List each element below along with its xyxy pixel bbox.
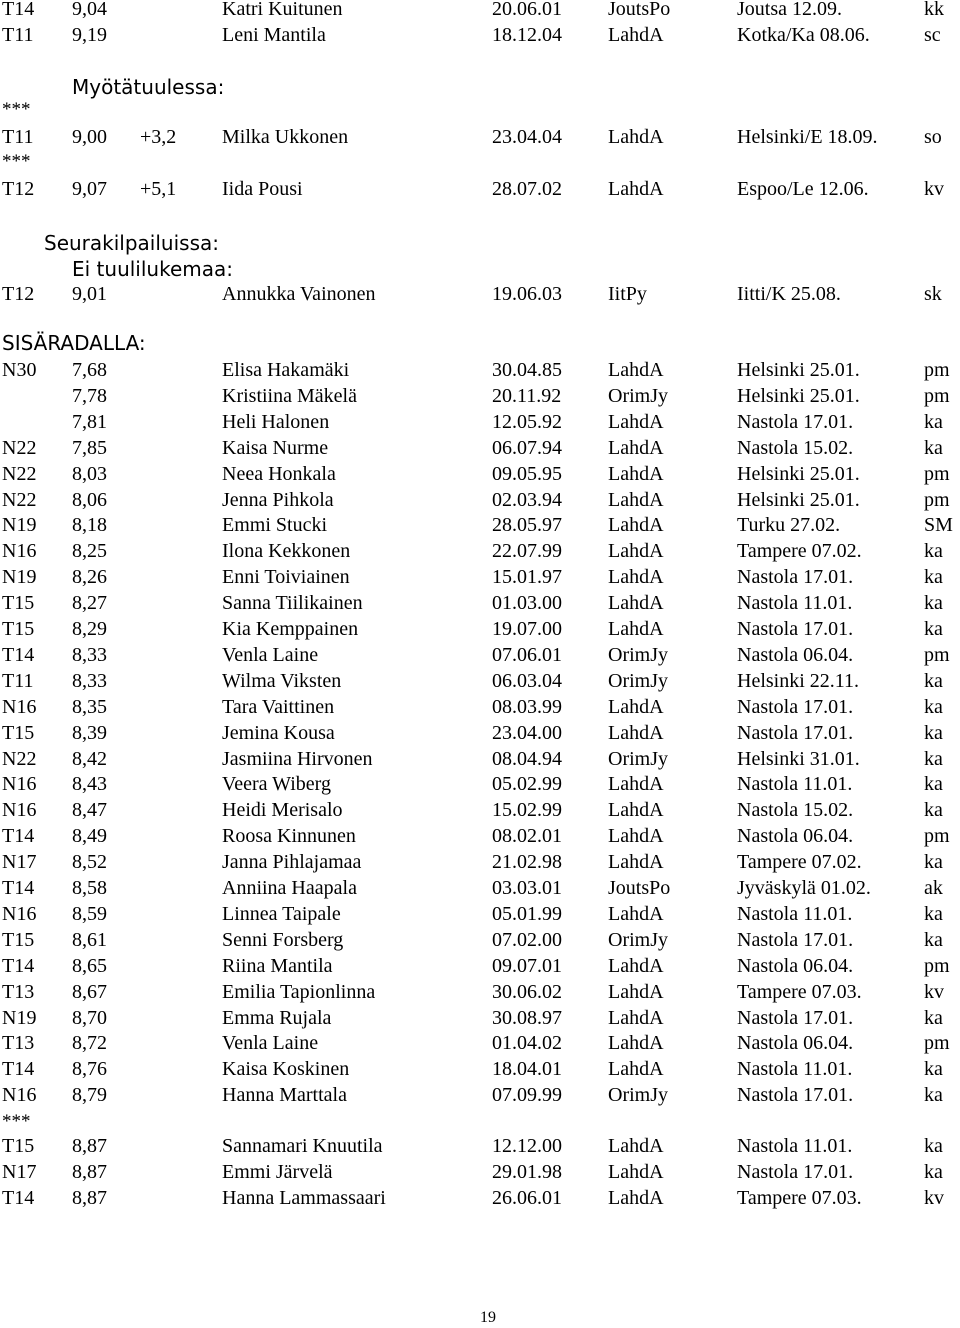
birthdate-cell: 05.01.99: [492, 903, 562, 925]
section-heading-indoor: SISÄRADALLA:: [2, 331, 146, 355]
venue-date-cell: Nastola 17.01.: [737, 618, 854, 640]
birthdate-cell: 09.05.95: [492, 463, 562, 485]
event-code-cell: kv: [924, 981, 944, 1003]
venue-date-cell: Joutsa 12.09.: [737, 0, 842, 20]
result-cell: 9,07: [72, 178, 107, 200]
birthdate-cell: 07.06.01: [492, 644, 562, 666]
athlete-name: Katri Kuitunen: [222, 0, 343, 20]
event-code-cell: sc: [924, 24, 941, 46]
athlete-name: Wilma Viksten: [222, 670, 342, 692]
athlete-name: Anniina Haapala: [222, 877, 357, 899]
athlete-name: Emilia Tapionlinna: [222, 981, 376, 1003]
class-cell: N16: [2, 799, 37, 821]
result-cell: 8,43: [72, 773, 107, 795]
athlete-name: Ilona Kekkonen: [222, 540, 351, 562]
venue-date-cell: Kotka/Ka 08.06.: [737, 24, 870, 46]
venue-date-cell: Nastola 11.01.: [737, 592, 853, 614]
birthdate-cell: 30.08.97: [492, 1007, 562, 1029]
venue-date-cell: Helsinki 25.01.: [737, 489, 860, 511]
club-cell: LahdA: [608, 1135, 664, 1157]
class-cell: T12: [2, 283, 35, 305]
result-cell: 8,18: [72, 514, 107, 536]
venue-date-cell: Nastola 17.01.: [737, 696, 854, 718]
event-code-cell: ka: [924, 670, 943, 692]
athlete-name: Elisa Hakamäki: [222, 359, 350, 381]
result-cell: 8,29: [72, 618, 107, 640]
club-cell: LahdA: [608, 696, 664, 718]
class-cell: N16: [2, 903, 37, 925]
separator-stars: ***: [2, 151, 31, 172]
class-cell: T11: [2, 126, 34, 148]
class-cell: T15: [2, 1135, 35, 1157]
venue-date-cell: Nastola 17.01.: [737, 566, 854, 588]
event-code-cell: sk: [924, 283, 942, 305]
athlete-name: Leni Mantila: [222, 24, 326, 46]
event-code-cell: ak: [924, 877, 943, 899]
event-code-cell: ka: [924, 540, 943, 562]
event-code-cell: ka: [924, 1135, 943, 1157]
birthdate-cell: 26.06.01: [492, 1187, 562, 1209]
club-cell: LahdA: [608, 981, 664, 1003]
event-code-cell: ka: [924, 929, 943, 951]
birthdate-cell: 18.04.01: [492, 1058, 562, 1080]
class-cell: N19: [2, 514, 37, 536]
birthdate-cell: 09.07.01: [492, 955, 562, 977]
result-cell: 9,19: [72, 24, 107, 46]
athlete-name: Iida Pousi: [222, 178, 303, 200]
venue-date-cell: Nastola 15.02.: [737, 437, 854, 459]
event-code-cell: ka: [924, 696, 943, 718]
birthdate-cell: 08.04.94: [492, 748, 562, 770]
result-cell: 8,87: [72, 1161, 107, 1183]
venue-date-cell: Tampere 07.02.: [737, 540, 862, 562]
athlete-name: Heidi Merisalo: [222, 799, 343, 821]
athlete-name: Kia Kemppainen: [222, 618, 359, 640]
birthdate-cell: 23.04.04: [492, 126, 562, 148]
result-cell: 8,79: [72, 1084, 107, 1106]
venue-date-cell: Nastola 06.04.: [737, 825, 854, 847]
club-cell: OrimJy: [608, 1084, 668, 1106]
birthdate-cell: 07.09.99: [492, 1084, 562, 1106]
athlete-name: Emma Rujala: [222, 1007, 332, 1029]
class-cell: T13: [2, 1032, 35, 1054]
result-cell: 8,87: [72, 1187, 107, 1209]
birthdate-cell: 21.02.98: [492, 851, 562, 873]
event-code-cell: kv: [924, 1187, 944, 1209]
result-cell: 9,00: [72, 126, 107, 148]
club-cell: LahdA: [608, 592, 664, 614]
birthdate-cell: 19.07.00: [492, 618, 562, 640]
class-cell: T15: [2, 929, 35, 951]
class-cell: N30: [2, 359, 37, 381]
athlete-name: Linnea Taipale: [222, 903, 341, 925]
athlete-name: Neea Honkala: [222, 463, 336, 485]
club-cell: LahdA: [608, 24, 664, 46]
event-code-cell: ka: [924, 851, 943, 873]
venue-date-cell: Nastola 06.04.: [737, 955, 854, 977]
club-cell: LahdA: [608, 851, 664, 873]
class-cell: T14: [2, 1187, 35, 1209]
class-cell: T14: [2, 0, 35, 20]
birthdate-cell: 01.03.00: [492, 592, 562, 614]
club-cell: OrimJy: [608, 644, 668, 666]
event-code-cell: kk: [924, 0, 944, 20]
result-cell: 8,59: [72, 903, 107, 925]
birthdate-cell: 18.12.04: [492, 24, 562, 46]
club-cell: OrimJy: [608, 748, 668, 770]
venue-date-cell: Nastola 06.04.: [737, 1032, 854, 1054]
club-cell: OrimJy: [608, 385, 668, 407]
venue-date-cell: Nastola 11.01.: [737, 773, 853, 795]
birthdate-cell: 20.11.92: [492, 385, 562, 407]
class-cell: T11: [2, 670, 34, 692]
venue-date-cell: Nastola 17.01.: [737, 1161, 854, 1183]
result-cell: 8,33: [72, 644, 107, 666]
birthdate-cell: 08.03.99: [492, 696, 562, 718]
athlete-name: Annukka Vainonen: [222, 283, 376, 305]
club-cell: LahdA: [608, 463, 664, 485]
result-cell: 8,67: [72, 981, 107, 1003]
athlete-name: Heli Halonen: [222, 411, 330, 433]
event-code-cell: ka: [924, 566, 943, 588]
event-code-cell: ka: [924, 748, 943, 770]
venue-date-cell: Tampere 07.02.: [737, 851, 862, 873]
club-cell: LahdA: [608, 1007, 664, 1029]
club-cell: LahdA: [608, 411, 664, 433]
athlete-name: Hanna Lammassaari: [222, 1187, 386, 1209]
club-cell: LahdA: [608, 489, 664, 511]
result-cell: 8,52: [72, 851, 107, 873]
birthdate-cell: 30.04.85: [492, 359, 562, 381]
athlete-name: Venla Laine: [222, 1032, 319, 1054]
athlete-name: Milka Ukkonen: [222, 126, 349, 148]
event-code-cell: pm: [924, 489, 950, 511]
athlete-name: Enni Toiviainen: [222, 566, 350, 588]
athlete-name: Kaisa Nurme: [222, 437, 329, 459]
birthdate-cell: 06.03.04: [492, 670, 562, 692]
venue-date-cell: Tampere 07.03.: [737, 981, 862, 1003]
class-cell: N22: [2, 437, 37, 459]
result-cell: 9,04: [72, 0, 107, 20]
athlete-name: Emmi Stucki: [222, 514, 327, 536]
section-heading-tailwind: Myötätuulessa:: [72, 75, 225, 99]
event-code-cell: pm: [924, 359, 950, 381]
class-cell: N16: [2, 1084, 37, 1106]
athlete-name: Janna Pihlajamaa: [222, 851, 362, 873]
athlete-name: Sannamari Knuutila: [222, 1135, 383, 1157]
class-cell: T15: [2, 592, 35, 614]
athlete-name: Venla Laine: [222, 644, 319, 666]
club-cell: OrimJy: [608, 670, 668, 692]
result-cell: 7,85: [72, 437, 107, 459]
subheading-no-wind: Ei tuulilukemaa:: [72, 257, 233, 281]
result-cell: 8,72: [72, 1032, 107, 1054]
club-cell: LahdA: [608, 903, 664, 925]
birthdate-cell: 20.06.01: [492, 0, 562, 20]
birthdate-cell: 02.03.94: [492, 489, 562, 511]
birthdate-cell: 15.01.97: [492, 566, 562, 588]
club-cell: LahdA: [608, 1032, 664, 1054]
venue-date-cell: Helsinki 31.01.: [737, 748, 860, 770]
event-code-cell: ka: [924, 1084, 943, 1106]
event-code-cell: SM: [924, 514, 953, 536]
venue-date-cell: Turku 27.02.: [737, 514, 841, 536]
event-code-cell: pm: [924, 825, 950, 847]
athlete-name: Emmi Järvelä: [222, 1161, 333, 1183]
athlete-name: Riina Mantila: [222, 955, 333, 977]
club-cell: LahdA: [608, 618, 664, 640]
venue-date-cell: Nastola 17.01.: [737, 1007, 854, 1029]
birthdate-cell: 29.01.98: [492, 1161, 562, 1183]
club-cell: LahdA: [608, 1058, 664, 1080]
birthdate-cell: 03.03.01: [492, 877, 562, 899]
athlete-name: Sanna Tiilikainen: [222, 592, 363, 614]
class-cell: T14: [2, 1058, 35, 1080]
result-cell: 8,39: [72, 722, 107, 744]
event-code-cell: ka: [924, 799, 943, 821]
result-cell: 8,47: [72, 799, 107, 821]
separator-stars: ***: [2, 1111, 31, 1132]
result-cell: 8,65: [72, 955, 107, 977]
club-cell: LahdA: [608, 437, 664, 459]
birthdate-cell: 22.07.99: [492, 540, 562, 562]
club-cell: LahdA: [608, 955, 664, 977]
event-code-cell: ka: [924, 437, 943, 459]
event-code-cell: ka: [924, 618, 943, 640]
event-code-cell: pm: [924, 1032, 950, 1054]
event-code-cell: pm: [924, 955, 950, 977]
event-code-cell: ka: [924, 722, 943, 744]
result-cell: 8,58: [72, 877, 107, 899]
result-cell: 8,26: [72, 566, 107, 588]
athlete-name: Kristiina Mäkelä: [222, 385, 357, 407]
event-code-cell: pm: [924, 385, 950, 407]
birthdate-cell: 06.07.94: [492, 437, 562, 459]
birthdate-cell: 07.02.00: [492, 929, 562, 951]
athlete-name: Jasmiina Hirvonen: [222, 748, 373, 770]
class-cell: T14: [2, 825, 35, 847]
birthdate-cell: 19.06.03: [492, 283, 562, 305]
event-code-cell: pm: [924, 644, 950, 666]
class-cell: N22: [2, 489, 37, 511]
class-cell: T14: [2, 955, 35, 977]
venue-date-cell: Nastola 17.01.: [737, 1084, 854, 1106]
event-code-cell: so: [924, 126, 942, 148]
athlete-name: Hanna Marttala: [222, 1084, 347, 1106]
class-cell: N16: [2, 773, 37, 795]
result-cell: 8,49: [72, 825, 107, 847]
class-cell: T11: [2, 24, 34, 46]
result-cell: 8,87: [72, 1135, 107, 1157]
athlete-name: Tara Vaittinen: [222, 696, 335, 718]
class-cell: N19: [2, 566, 37, 588]
result-cell: 8,27: [72, 592, 107, 614]
venue-date-cell: Espoo/Le 12.06.: [737, 178, 869, 200]
class-cell: T14: [2, 877, 35, 899]
birthdate-cell: 15.02.99: [492, 799, 562, 821]
birthdate-cell: 28.05.97: [492, 514, 562, 536]
result-cell: 8,06: [72, 489, 107, 511]
birthdate-cell: 12.12.00: [492, 1135, 562, 1157]
venue-date-cell: Nastola 17.01.: [737, 411, 854, 433]
venue-date-cell: Nastola 17.01.: [737, 722, 854, 744]
separator-stars: ***: [2, 99, 31, 120]
class-cell: N17: [2, 851, 37, 873]
result-cell: 8,03: [72, 463, 107, 485]
event-code-cell: ka: [924, 1058, 943, 1080]
venue-date-cell: Jyväskylä 01.02.: [737, 877, 871, 899]
wind-cell: +5,1: [140, 178, 177, 200]
venue-date-cell: Nastola 11.01.: [737, 903, 853, 925]
result-cell: 7,81: [72, 411, 107, 433]
birthdate-cell: 12.05.92: [492, 411, 562, 433]
birthdate-cell: 08.02.01: [492, 825, 562, 847]
club-cell: JoutsPo: [608, 877, 671, 899]
club-cell: LahdA: [608, 514, 664, 536]
class-cell: N17: [2, 1161, 37, 1183]
venue-date-cell: Helsinki 25.01.: [737, 359, 860, 381]
club-cell: LahdA: [608, 1187, 664, 1209]
venue-date-cell: Helsinki 22.11.: [737, 670, 860, 692]
birthdate-cell: 30.06.02: [492, 981, 562, 1003]
class-cell: T14: [2, 644, 35, 666]
athlete-name: Jenna Pihkola: [222, 489, 334, 511]
event-code-cell: ka: [924, 903, 943, 925]
result-cell: 7,68: [72, 359, 107, 381]
club-cell: LahdA: [608, 566, 664, 588]
athlete-name: Roosa Kinnunen: [222, 825, 356, 847]
result-cell: 8,33: [72, 670, 107, 692]
event-code-cell: ka: [924, 773, 943, 795]
result-cell: 8,42: [72, 748, 107, 770]
athlete-name: Kaisa Koskinen: [222, 1058, 350, 1080]
club-cell: JoutsPo: [608, 0, 671, 20]
class-cell: N16: [2, 540, 37, 562]
club-cell: LahdA: [608, 799, 664, 821]
venue-date-cell: Helsinki 25.01.: [737, 385, 860, 407]
result-cell: 8,61: [72, 929, 107, 951]
venue-date-cell: Nastola 17.01.: [737, 929, 854, 951]
club-cell: LahdA: [608, 773, 664, 795]
venue-date-cell: Helsinki/E 18.09.: [737, 126, 878, 148]
club-cell: LahdA: [608, 126, 664, 148]
venue-date-cell: Nastola 11.01.: [737, 1135, 853, 1157]
birthdate-cell: 23.04.00: [492, 722, 562, 744]
venue-date-cell: Helsinki 25.01.: [737, 463, 860, 485]
event-code-cell: ka: [924, 411, 943, 433]
result-cell: 7,78: [72, 385, 107, 407]
class-cell: N22: [2, 748, 37, 770]
birthdate-cell: 28.07.02: [492, 178, 562, 200]
athlete-name: Senni Forsberg: [222, 929, 344, 951]
club-cell: IitPy: [608, 283, 647, 305]
event-code-cell: kv: [924, 178, 944, 200]
result-cell: 9,01: [72, 283, 107, 305]
club-cell: OrimJy: [608, 929, 668, 951]
class-cell: N16: [2, 696, 37, 718]
club-cell: LahdA: [608, 359, 664, 381]
class-cell: T15: [2, 722, 35, 744]
athlete-name: Jemina Kousa: [222, 722, 335, 744]
section-heading-club-competitions: Seurakilpailuissa:: [44, 231, 219, 255]
venue-date-cell: Tampere 07.03.: [737, 1187, 862, 1209]
class-cell: T13: [2, 981, 35, 1003]
class-cell: T15: [2, 618, 35, 640]
result-cell: 8,70: [72, 1007, 107, 1029]
class-cell: N19: [2, 1007, 37, 1029]
class-cell: N22: [2, 463, 37, 485]
club-cell: LahdA: [608, 722, 664, 744]
class-cell: T12: [2, 178, 35, 200]
birthdate-cell: 01.04.02: [492, 1032, 562, 1054]
event-code-cell: ka: [924, 592, 943, 614]
event-code-cell: pm: [924, 463, 950, 485]
venue-date-cell: Iitti/K 25.08.: [737, 283, 841, 305]
event-code-cell: ka: [924, 1161, 943, 1183]
result-cell: 8,25: [72, 540, 107, 562]
result-cell: 8,35: [72, 696, 107, 718]
wind-cell: +3,2: [140, 126, 177, 148]
result-cell: 8,76: [72, 1058, 107, 1080]
club-cell: LahdA: [608, 1161, 664, 1183]
athlete-name: Veera Wiberg: [222, 773, 331, 795]
venue-date-cell: Nastola 11.01.: [737, 1058, 853, 1080]
club-cell: LahdA: [608, 540, 664, 562]
club-cell: LahdA: [608, 178, 664, 200]
birthdate-cell: 05.02.99: [492, 773, 562, 795]
venue-date-cell: Nastola 15.02.: [737, 799, 854, 821]
page-number: 19: [480, 1309, 496, 1326]
club-cell: LahdA: [608, 825, 664, 847]
venue-date-cell: Nastola 06.04.: [737, 644, 854, 666]
event-code-cell: ka: [924, 1007, 943, 1029]
